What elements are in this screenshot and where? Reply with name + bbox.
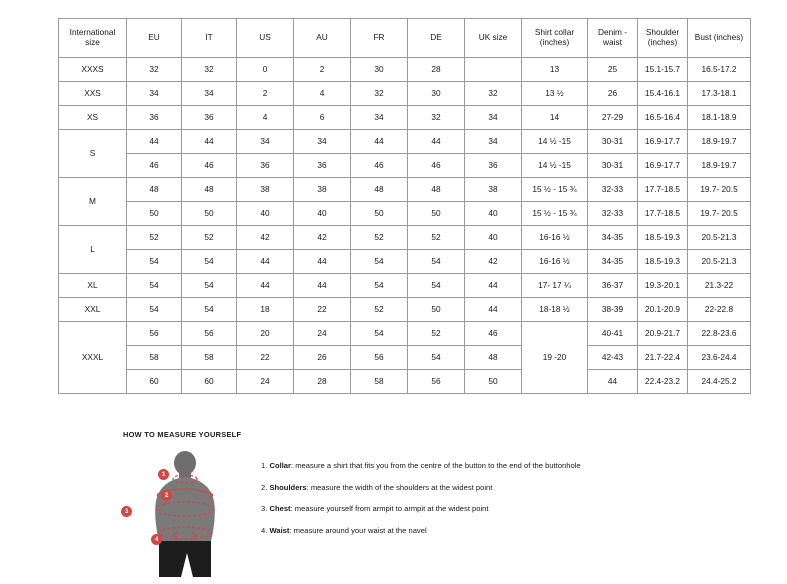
cell-us: 42 (237, 226, 294, 250)
cell-fr: 32 (351, 82, 408, 106)
cell-au: 44 (294, 274, 351, 298)
cell-de: 54 (408, 274, 465, 298)
cell-shoulder: 18.5-19.3 (638, 250, 688, 274)
marker-3-chest: 3 (121, 506, 132, 517)
cell-eu: 54 (127, 250, 182, 274)
how-to-measure-section (123, 430, 763, 579)
cell-de: 44 (408, 130, 465, 154)
cell-au: 34 (294, 130, 351, 154)
cell-it: 56 (182, 322, 237, 346)
cell-international-size: S (59, 130, 127, 178)
cell-au: 2 (294, 58, 351, 82)
cell-au: 42 (294, 226, 351, 250)
table-row (59, 226, 751, 250)
measure-note-label: Chest (269, 504, 291, 514)
cell-denim-waist: 38-39 (588, 298, 638, 322)
size-chart-table (58, 18, 751, 394)
cell-us: 4 (237, 106, 294, 130)
cell-denim-waist: 25 (588, 58, 638, 82)
cell-au: 28 (294, 370, 351, 394)
cell-bust: 20.5-21.3 (688, 226, 751, 250)
cell-us: 24 (237, 370, 294, 394)
cell-de: 50 (408, 298, 465, 322)
cell-denim-waist: 30-31 (588, 154, 638, 178)
cell-it: 54 (182, 250, 237, 274)
cell-de: 46 (408, 154, 465, 178)
measure-note-text: : measure a shirt that fits you from the centre of the button to the end of the buttonhole (291, 461, 581, 470)
cell-eu: 52 (127, 226, 182, 250)
marker-2-shoulders: 2 (161, 490, 172, 501)
cell-fr: 52 (351, 226, 408, 250)
cell-us: 36 (237, 154, 294, 178)
cell-fr: 56 (351, 346, 408, 370)
measure-note-number: 2. (261, 482, 268, 492)
cell-shoulder: 20.9-21.7 (638, 322, 688, 346)
column-header-denim-waist: Denim - waist (588, 19, 638, 58)
cell-it: 54 (182, 274, 237, 298)
table-row (59, 250, 751, 274)
cell-fr: 48 (351, 178, 408, 202)
cell-denim-waist: 36-37 (588, 274, 638, 298)
cell-fr: 52 (351, 298, 408, 322)
cell-denim-waist: 34-35 (588, 226, 638, 250)
cell-shoulder: 19.3-20.1 (638, 274, 688, 298)
table-row (59, 346, 751, 370)
table-row (59, 202, 751, 226)
measure-note-text: : measure the width of the shoulders at the widest point (306, 482, 493, 492)
cell-it: 32 (182, 58, 237, 82)
cell-shoulder: 15.1-15.7 (638, 58, 688, 82)
cell-eu: 60 (127, 370, 182, 394)
cell-eu: 54 (127, 298, 182, 322)
cell-denim-waist: 32-33 (588, 202, 638, 226)
column-header-eu: EU (127, 19, 182, 58)
table-row (59, 106, 751, 130)
measure-note (261, 504, 581, 513)
cell-bust: 19.7- 20.5 (688, 202, 751, 226)
column-header-au: AU (294, 19, 351, 58)
cell-eu: 58 (127, 346, 182, 370)
cell-de: 50 (408, 202, 465, 226)
cell-bust: 24.4-25.2 (688, 370, 751, 394)
cell-uk: 34 (465, 106, 522, 130)
cell-us: 44 (237, 250, 294, 274)
cell-shoulder: 20.1-20.9 (638, 298, 688, 322)
cell-international-size: XXXL (59, 322, 127, 394)
cell-bust: 18.9-19.7 (688, 154, 751, 178)
cell-denim-waist: 30-31 (588, 130, 638, 154)
measure-note-number: 3. (261, 504, 268, 514)
column-header-shirt-collar: Shirt collar (inches) (522, 19, 588, 58)
table-row (59, 370, 751, 394)
table-header-row (59, 19, 751, 58)
column-header-it: IT (182, 19, 237, 58)
measure-note (261, 461, 581, 470)
cell-uk: 42 (465, 250, 522, 274)
table-body (59, 58, 751, 394)
cell-us: 38 (237, 178, 294, 202)
cell-it: 46 (182, 154, 237, 178)
cell-eu: 56 (127, 322, 182, 346)
body-figure (123, 449, 253, 579)
table-row (59, 274, 751, 298)
column-header-de: DE (408, 19, 465, 58)
cell-international-size: XXS (59, 82, 127, 106)
cell-eu: 46 (127, 154, 182, 178)
measure-note (261, 483, 581, 492)
cell-shoulder: 16.5-16.4 (638, 106, 688, 130)
cell-uk: 40 (465, 202, 522, 226)
how-to-measure-title: HOW TO MEASURE YOURSELF (123, 430, 242, 439)
measure-notes-list (261, 449, 581, 547)
cell-uk: 50 (465, 370, 522, 394)
cell-international-size: XL (59, 274, 127, 298)
cell-us: 40 (237, 202, 294, 226)
cell-de: 52 (408, 226, 465, 250)
cell-shirt-collar: 14 ½ -15 (522, 130, 588, 154)
column-header-uk-size: UK size (465, 19, 522, 58)
table-row (59, 322, 751, 346)
cell-eu: 32 (127, 58, 182, 82)
cell-denim-waist: 40-41 (588, 322, 638, 346)
cell-bust: 17.3-18.1 (688, 82, 751, 106)
cell-shoulder: 18.5-19.3 (638, 226, 688, 250)
cell-eu: 36 (127, 106, 182, 130)
cell-eu: 50 (127, 202, 182, 226)
cell-it: 48 (182, 178, 237, 202)
cell-de: 54 (408, 346, 465, 370)
measure-note-text: : measure yourself from armpit to armpit at the widest point (290, 504, 489, 514)
cell-it: 50 (182, 202, 237, 226)
marker-4-waist: 4 (151, 534, 162, 545)
cell-shirt-collar: 14 (522, 106, 588, 130)
cell-au: 22 (294, 298, 351, 322)
cell-bust: 20.5-21.3 (688, 250, 751, 274)
cell-shirt-collar: 13 (522, 58, 588, 82)
cell-de: 28 (408, 58, 465, 82)
cell-uk: 40 (465, 226, 522, 250)
cell-au: 26 (294, 346, 351, 370)
cell-bust: 22-22.8 (688, 298, 751, 322)
cell-fr: 30 (351, 58, 408, 82)
marker-1-collar: 1 (158, 469, 169, 480)
table-row (59, 298, 751, 322)
table-row (59, 154, 751, 178)
cell-de: 56 (408, 370, 465, 394)
cell-shoulder: 17.7-18.5 (638, 178, 688, 202)
cell-international-size: XXL (59, 298, 127, 322)
cell-eu: 34 (127, 82, 182, 106)
table-row (59, 130, 751, 154)
column-header-international-size: International size (59, 19, 127, 58)
cell-us: 2 (237, 82, 294, 106)
cell-denim-waist: 32-33 (588, 178, 638, 202)
cell-shoulder: 17.7-18.5 (638, 202, 688, 226)
cell-shoulder: 16.9-17.7 (638, 154, 688, 178)
cell-bust: 21.3-22 (688, 274, 751, 298)
column-header-us: US (237, 19, 294, 58)
cell-au: 40 (294, 202, 351, 226)
measure-note-label: Waist (269, 525, 290, 535)
cell-fr: 54 (351, 250, 408, 274)
cell-fr: 58 (351, 370, 408, 394)
cell-us: 34 (237, 130, 294, 154)
cell-shoulder: 16.9-17.7 (638, 130, 688, 154)
cell-shirt-collar: 13 ½ (522, 82, 588, 106)
cell-shirt-collar: 16-16 ½ (522, 250, 588, 274)
cell-bust: 22.8-23.6 (688, 322, 751, 346)
cell-fr: 34 (351, 106, 408, 130)
cell-bust: 18.9-19.7 (688, 130, 751, 154)
measure-note-text: : measure around your waist at the navel (289, 525, 427, 535)
measure-note-label: Collar (269, 461, 291, 470)
cell-uk: 44 (465, 298, 522, 322)
table-row (59, 82, 751, 106)
cell-denim-waist: 44 (588, 370, 638, 394)
cell-uk: 46 (465, 322, 522, 346)
cell-bust: 18.1-18.9 (688, 106, 751, 130)
column-header-shoulder: Shoulder (inches) (638, 19, 688, 58)
table-row (59, 178, 751, 202)
cell-bust: 16.5-17.2 (688, 58, 751, 82)
cell-us: 44 (237, 274, 294, 298)
column-header-bust: Bust (inches) (688, 19, 751, 58)
cell-denim-waist: 42-43 (588, 346, 638, 370)
cell-international-size: M (59, 178, 127, 226)
cell-international-size: L (59, 226, 127, 274)
cell-de: 30 (408, 82, 465, 106)
cell-de: 54 (408, 250, 465, 274)
cell-au: 4 (294, 82, 351, 106)
measure-note-label: Shoulders (269, 482, 307, 492)
cell-de: 48 (408, 178, 465, 202)
cell-eu: 44 (127, 130, 182, 154)
cell-denim-waist: 27-29 (588, 106, 638, 130)
table-row (59, 58, 751, 82)
measure-note (261, 526, 581, 535)
measure-note-number: 1. (261, 461, 268, 470)
cell-uk: 44 (465, 274, 522, 298)
cell-eu: 48 (127, 178, 182, 202)
column-header-fr: FR (351, 19, 408, 58)
cell-us: 0 (237, 58, 294, 82)
cell-shirt-collar: 19 -20 (522, 322, 588, 394)
cell-fr: 50 (351, 202, 408, 226)
cell-international-size: XS (59, 106, 127, 130)
cell-shirt-collar: 18-18 ½ (522, 298, 588, 322)
cell-au: 24 (294, 322, 351, 346)
cell-denim-waist: 26 (588, 82, 638, 106)
cell-uk: 48 (465, 346, 522, 370)
cell-shirt-collar: 16-16 ½ (522, 226, 588, 250)
cell-us: 22 (237, 346, 294, 370)
cell-uk: 36 (465, 154, 522, 178)
cell-it: 54 (182, 298, 237, 322)
cell-shirt-collar: 15 ½ - 15 ¾ (522, 202, 588, 226)
cell-fr: 54 (351, 274, 408, 298)
cell-shirt-collar: 15 ½ - 15 ¾ (522, 178, 588, 202)
cell-shoulder: 22.4-23.2 (638, 370, 688, 394)
cell-international-size: XXXS (59, 58, 127, 82)
cell-us: 20 (237, 322, 294, 346)
cell-uk: 34 (465, 130, 522, 154)
cell-de: 32 (408, 106, 465, 130)
cell-bust: 19.7- 20.5 (688, 178, 751, 202)
cell-fr: 46 (351, 154, 408, 178)
cell-shirt-collar: 17- 17 ¼ (522, 274, 588, 298)
cell-shirt-collar: 14 ½ -15 (522, 154, 588, 178)
measure-note-number: 4. (261, 525, 268, 535)
cell-fr: 54 (351, 322, 408, 346)
cell-it: 52 (182, 226, 237, 250)
cell-it: 44 (182, 130, 237, 154)
cell-fr: 44 (351, 130, 408, 154)
cell-eu: 54 (127, 274, 182, 298)
cell-uk: 32 (465, 82, 522, 106)
cell-uk (465, 58, 522, 82)
cell-it: 60 (182, 370, 237, 394)
cell-shoulder: 21.7-22.4 (638, 346, 688, 370)
cell-bust: 23.6-24.4 (688, 346, 751, 370)
cell-it: 58 (182, 346, 237, 370)
cell-us: 18 (237, 298, 294, 322)
cell-it: 34 (182, 82, 237, 106)
cell-denim-waist: 34-35 (588, 250, 638, 274)
cell-au: 44 (294, 250, 351, 274)
cell-au: 38 (294, 178, 351, 202)
cell-it: 36 (182, 106, 237, 130)
cell-au: 36 (294, 154, 351, 178)
cell-uk: 38 (465, 178, 522, 202)
body-diagram-icon (123, 449, 253, 579)
cell-au: 6 (294, 106, 351, 130)
cell-de: 52 (408, 322, 465, 346)
cell-shoulder: 15.4-16.1 (638, 82, 688, 106)
